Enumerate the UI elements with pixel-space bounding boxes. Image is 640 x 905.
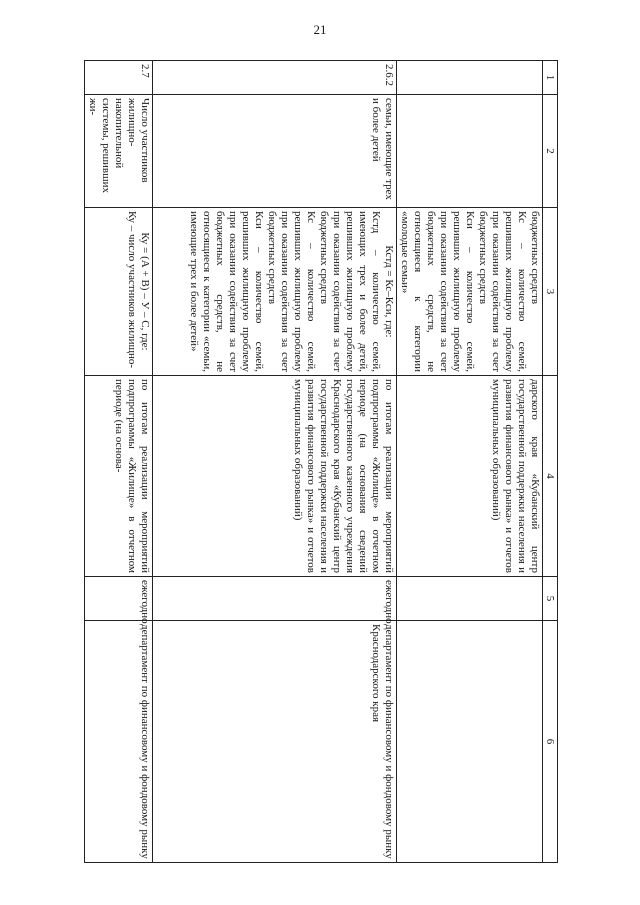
indicator-name: семьи, имеющие трех и более детей <box>153 95 397 208</box>
table-row <box>153 61 397 863</box>
header-cell: 4 <box>543 376 558 577</box>
method-paragraph: Кси – количество семей, решивших жилищную проблему при оказании содействия за счет бюджетных средств, не относящиеся к категории «семьи, имеющие трех и более детей» <box>188 211 265 372</box>
formula: Кстд = Кс–Кси, где: <box>383 245 395 338</box>
data-source: дарского края «Кубанский центр государственной поддержки населения и развития финансового рынка» и отчетов муниципальных образований) <box>397 376 543 577</box>
row-number: 2.7 <box>85 61 153 95</box>
method-paragraph: бюджетных средств <box>529 211 541 305</box>
method-paragraph: Ку – число участников жилищно- <box>126 211 138 369</box>
method-paragraph: Кси – количество семей, решивших жилищную проблему при оказании содействия за счет бюджетных средств, не относящиеся к категории «молодые семьи» <box>399 211 476 372</box>
table-row <box>397 61 543 863</box>
data-source: по итогам реализации мероприятий подпрограммы «Жилище» в отчетном периоде (на основания сведений государственного казенного учреждения Краснодарского края «Кубанский центр государственной поддержки населения и развития финансового рынка» и отчетов муниципальных образований) <box>153 376 397 577</box>
method-paragraph: Кс – количество семей, решивших жилищную проблему при оказании содействия за счет бюджетных средств <box>477 211 528 372</box>
header-cell: 5 <box>543 577 558 621</box>
responsible: департамент по финансовому и фондовому рынку Краснодарского края <box>153 621 397 863</box>
row-number <box>397 61 543 95</box>
page-number: 21 <box>313 22 327 37</box>
periodicity <box>397 577 543 621</box>
method-paragraph: Кс – количество семей, решивших жилищную проблему при оказании содействия за счет бюджетных средств <box>266 211 317 372</box>
periodicity: ежегодно <box>85 577 153 621</box>
table-header-row <box>543 61 558 863</box>
rotated-table-page <box>87 60 558 862</box>
header-cell: 3 <box>543 208 558 376</box>
responsible <box>397 621 543 863</box>
header-cell: 1 <box>543 61 558 95</box>
row-number: 2.6.2 <box>153 61 397 95</box>
formula: Ку = (А + В) – У – С, где: <box>139 232 151 351</box>
header-cell: 6 <box>543 621 558 863</box>
periodicity: ежегодно <box>153 577 397 621</box>
data-source: по итогам реализации мероприятий подпрограммы «Жилище» в отчетном периоде (на основа- <box>85 376 153 577</box>
indicator-table <box>84 60 558 863</box>
table-row <box>85 61 153 863</box>
method-paragraph: Кстд – количество семей, имеющих трех и более детей, решивших жилищную проблему при оказании содействия за счет бюджетных средств <box>318 211 382 372</box>
calculation-method <box>85 208 153 376</box>
responsible: департамент по финансовому и фондовому рынку <box>85 621 153 863</box>
indicator-name <box>397 95 543 208</box>
calculation-method <box>397 208 543 376</box>
indicator-name: Число участников жилищно-накопительной системы, решивших жи- <box>85 95 153 208</box>
calculation-method <box>153 208 397 376</box>
header-cell: 2 <box>543 95 558 208</box>
